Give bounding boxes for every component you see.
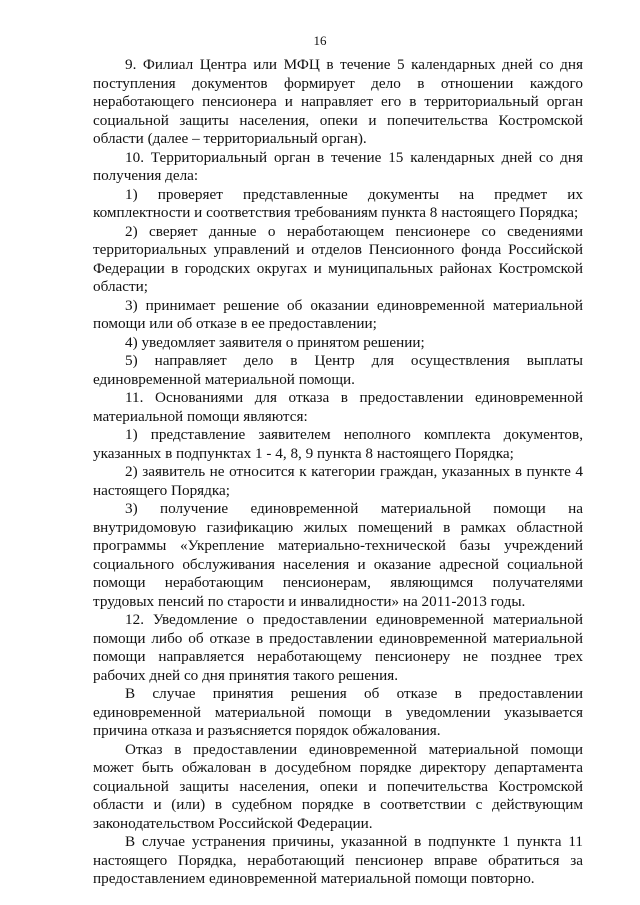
subitem-10-4: 4) уведомляет заявителя о принятом решении; [125, 333, 425, 351]
subitem-10-3: 3) принимает решение об оказании единовременной материальной помощи или об отказе в ее предоставлении; [93, 296, 583, 332]
paragraph-12: 12. Уведомление о предоставлении единовременной материальной помощи либо об отказе в предоставлении единовременной материальной помощи направляется неработающему пенсионеру не позднее трех рабочих дней со дня принятия такого решения. [93, 611, 583, 684]
paragraph-12-refusal: В случае принятия решения об отказе в предоставлении единовременной материальной помощи в уведомлении указывается причина отказа и разъясняется порядок обжалования. [93, 685, 583, 739]
paragraph-12-appeal: Отказ в предоставлении единовременной материальной помощи может быть обжалован в досудебном порядке директору департамента социальной защиты населения, опеки и попечительства Костромской области и (или) в судебном порядке в соответствии с действующим законодательством Российской Федерации. [93, 740, 583, 832]
paragraph-11: 11. Основаниями для отказа в предоставлении единовременной материальной помощи являются: [93, 389, 583, 425]
document-body [93, 56, 583, 889]
subitem-10-2: 2) сверяет данные о неработающем пенсионере со сведениями территориальных управлений и отделов Пенсионного фонда Российской Федерации в городских округах и муниципальных районах Костромской области; [93, 222, 583, 295]
paragraph-10: 10. Территориальный орган в течение 15 календарных дней со дня получения дела: [93, 148, 583, 184]
subitem-11-3: 3) получение единовременной материальной помощи на внутридомовую газификацию жилых помещений в рамках областной программы «Укрепление материально-технической базы учреждений социального обслуживания населения и оказание адресной социальной помощи неработающим пенсионерам, являющимся получателями трудовых пенсий по старости и инвалидности» на 2011-2013 годы. [93, 500, 583, 610]
subitem-10-5: 5) направляет дело в Центр для осуществления выплаты единовременной материальной помощи. [93, 352, 583, 388]
subitem-10-1: 1) проверяет представленные документы на предмет их комплектности и соответствия требованиям пункта 8 настоящего Порядка; [93, 185, 583, 221]
subitem-11-1: 1) представление заявителем неполного комплекта документов, указанных в подпунктах 1 - 4, 8, 9 пункта 8 настоящего Порядка; [93, 426, 583, 462]
page-number: 16 [313, 33, 327, 48]
subitem-11-2: 2) заявитель не относится к категории граждан, указанных в пункте 4 настоящего Порядка; [93, 463, 583, 499]
paragraph-12-reapply: В случае устранения причины, указанной в подпункте 1 пункта 11 настоящего Порядка, неработающий пенсионер вправе обратиться за предоставлением единовременной материальной помощи повторно. [93, 833, 583, 887]
paragraph-9: 9. Филиал Центра или МФЦ в течение 5 календарных дней со дня поступления документов формирует дело в отношении каждого неработающего пенсионера и направляет его в территориальный орган социальной защиты населения, опеки и попечительства Костромской области (далее – территориальный орган). [93, 56, 583, 147]
